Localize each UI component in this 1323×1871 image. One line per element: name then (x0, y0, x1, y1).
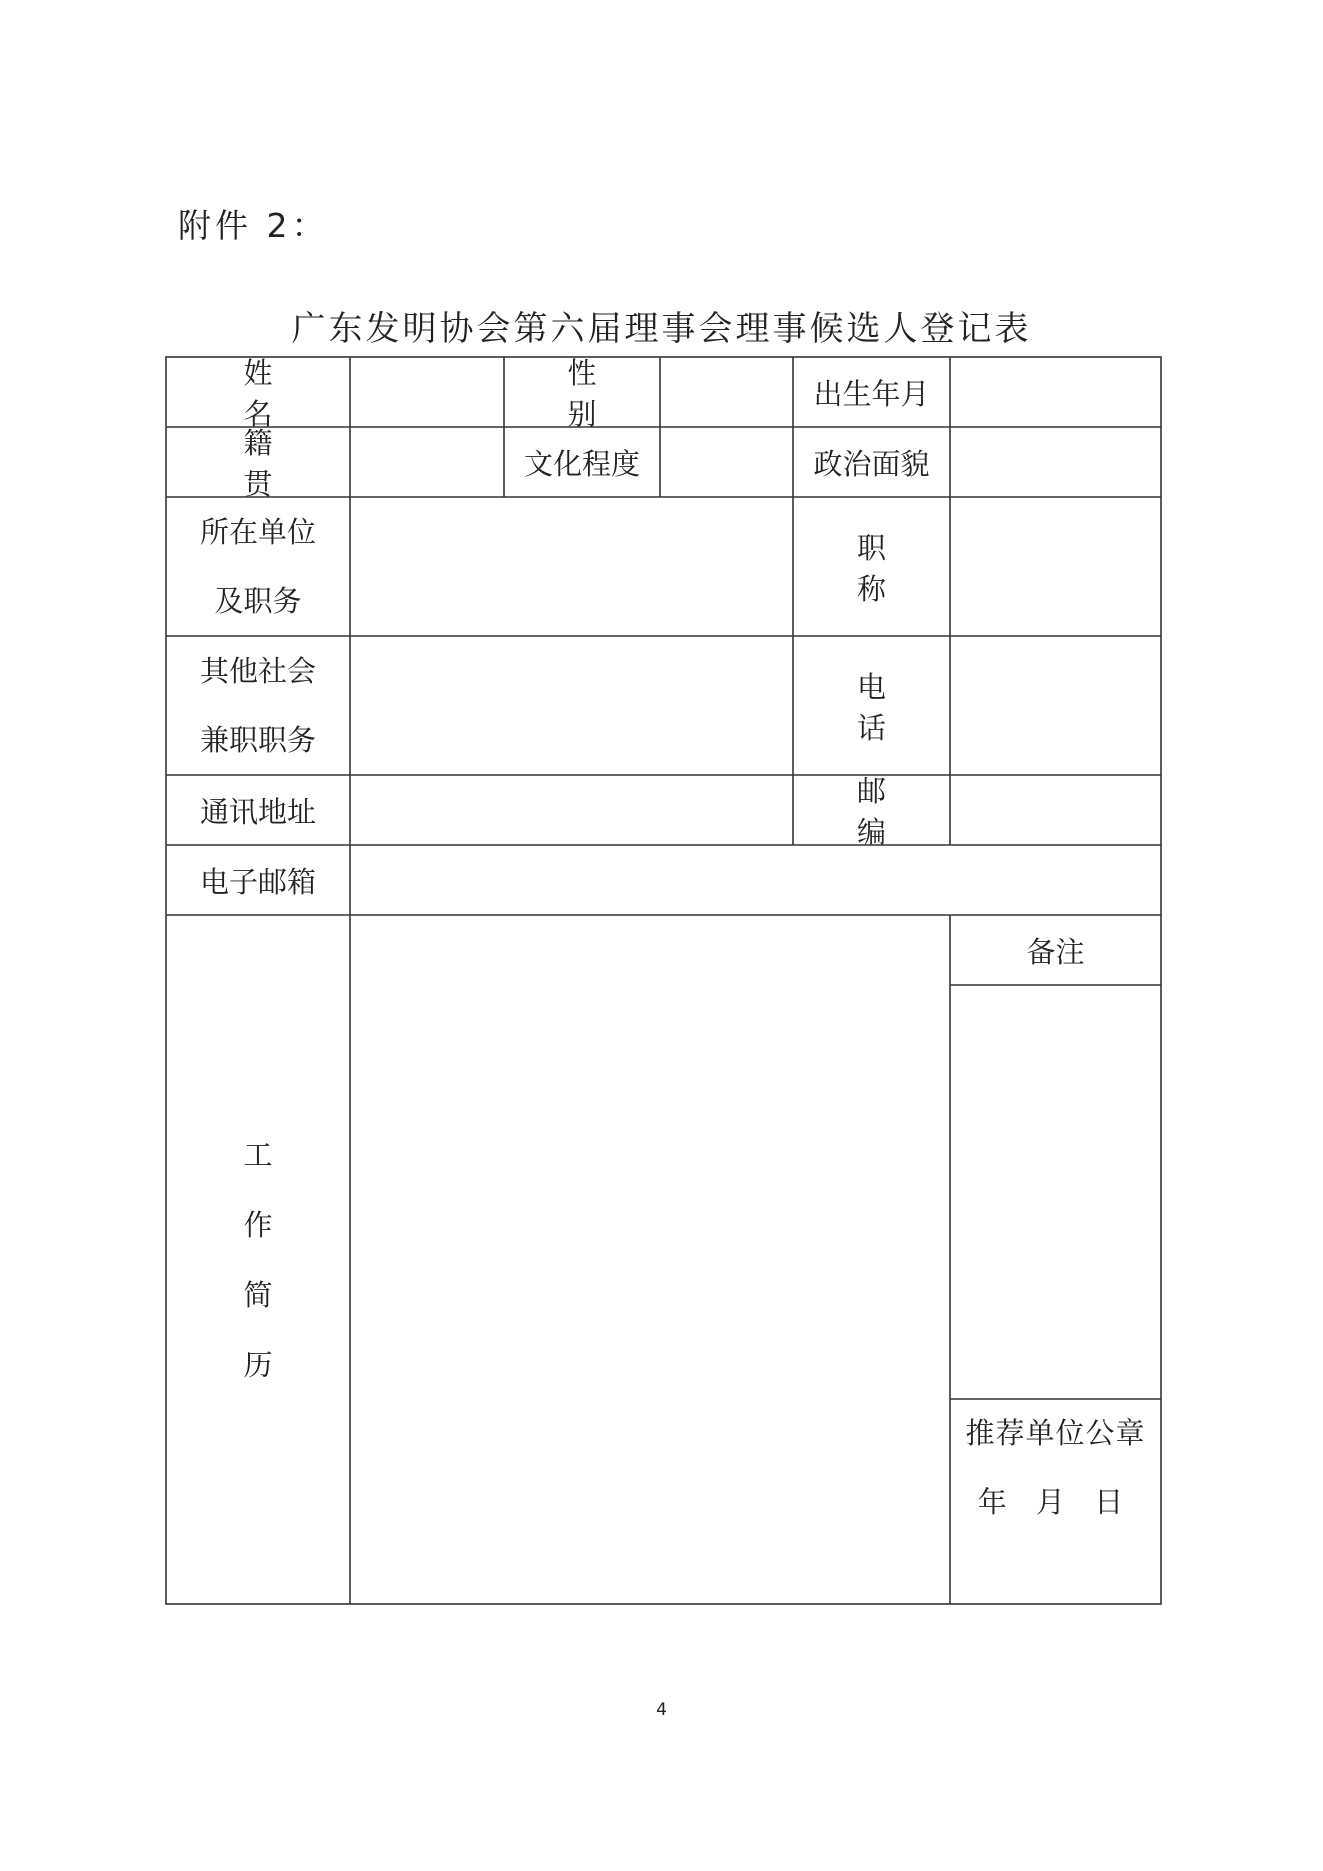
unit-position-input-cell[interactable] (350, 497, 793, 636)
postcode-label: 邮 编 (856, 774, 932, 849)
other-positions-label (166, 636, 350, 775)
job-title-input-cell[interactable] (950, 497, 1161, 636)
job-title-label: 职 称 (856, 530, 932, 606)
resume-char: 历 (243, 1347, 273, 1382)
name-input-cell[interactable] (350, 357, 504, 427)
form-title: 广东发明协会第六届理事会理事候选人登记表 (291, 309, 1032, 349)
unit-label-line2: 及职务 (214, 583, 302, 618)
other-label-line2: 兼职职务 (199, 722, 316, 757)
political-status-label: 政治面貌 (813, 446, 930, 481)
email-label: 电子邮箱 (199, 864, 316, 899)
remarks-input-cell[interactable] (950, 985, 1161, 1399)
birth-input-cell[interactable] (950, 357, 1161, 427)
native-place-input-cell[interactable] (350, 427, 504, 497)
native-place-label: 籍 贯 (243, 426, 319, 501)
work-resume-label (166, 915, 350, 1604)
remarks-label: 备注 (1026, 934, 1085, 969)
address-label: 通讯地址 (199, 794, 316, 829)
resume-char: 工 (243, 1137, 273, 1172)
seal-label: 推荐单位公章 (965, 1416, 1146, 1450)
unit-position-label (166, 497, 350, 636)
postcode-input-cell[interactable] (950, 775, 1161, 845)
resume-char: 作 (243, 1207, 273, 1242)
seal-block[interactable] (950, 1399, 1161, 1604)
page-number: 4 (656, 1700, 667, 1720)
gender-label: 性 别 (567, 356, 643, 431)
education-label: 文化程度 (523, 446, 640, 481)
gender-input-cell[interactable] (660, 357, 793, 427)
phone-label: 电 话 (856, 669, 932, 745)
unit-label-line1: 所在单位 (199, 514, 316, 549)
birth-label: 出生年月 (813, 376, 930, 411)
date-label: 年 月 日 (977, 1485, 1134, 1519)
address-input-cell[interactable] (350, 775, 793, 845)
email-input-cell[interactable] (350, 845, 1161, 915)
other-positions-input-cell[interactable] (350, 636, 793, 775)
other-label-line1: 其他社会 (199, 653, 316, 688)
resume-char: 简 (243, 1277, 273, 1312)
education-input-cell[interactable] (660, 427, 793, 497)
political-status-input-cell[interactable] (950, 427, 1161, 497)
name-label: 姓 名 (243, 356, 319, 431)
work-resume-input-cell[interactable] (350, 915, 950, 1604)
phone-input-cell[interactable] (950, 636, 1161, 775)
attachment-label: 附件 2： (178, 206, 329, 245)
